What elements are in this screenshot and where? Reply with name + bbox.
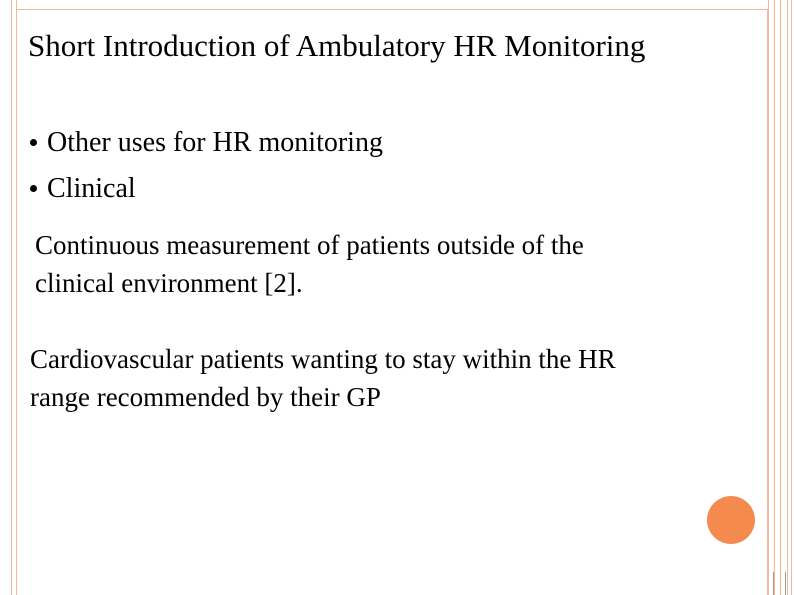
frame-border-right-b xyxy=(780,0,788,595)
bullet-dot-icon xyxy=(30,185,37,192)
bullet-text: Clinical xyxy=(47,173,136,204)
paragraph-line: Cardiovascular patients wanting to stay within the HR xyxy=(30,344,616,374)
bullet-text: Other uses for HR monitoring xyxy=(47,127,383,158)
paragraph-line: range recommended by their GP xyxy=(30,382,381,412)
paragraph-cardiovascular-patients xyxy=(30,340,616,416)
frame-border-inner xyxy=(17,9,768,595)
frame-tick-b xyxy=(785,572,786,595)
slide-title: Short Introduction of Ambulatory HR Monitoring xyxy=(28,28,646,63)
frame-border-right-a xyxy=(768,0,775,595)
bullet-item-other-uses xyxy=(30,126,383,160)
paragraph-line: Continuous measurement of patients outside of the xyxy=(35,230,584,260)
bullet-item-clinical xyxy=(30,172,136,206)
bullet-dot-icon xyxy=(30,139,37,146)
frame-tick-a xyxy=(773,572,774,595)
accent-circle-icon xyxy=(707,496,755,544)
paragraph-line: clinical environment [2]. xyxy=(35,268,303,298)
paragraph-continuous-measurement xyxy=(35,226,584,302)
